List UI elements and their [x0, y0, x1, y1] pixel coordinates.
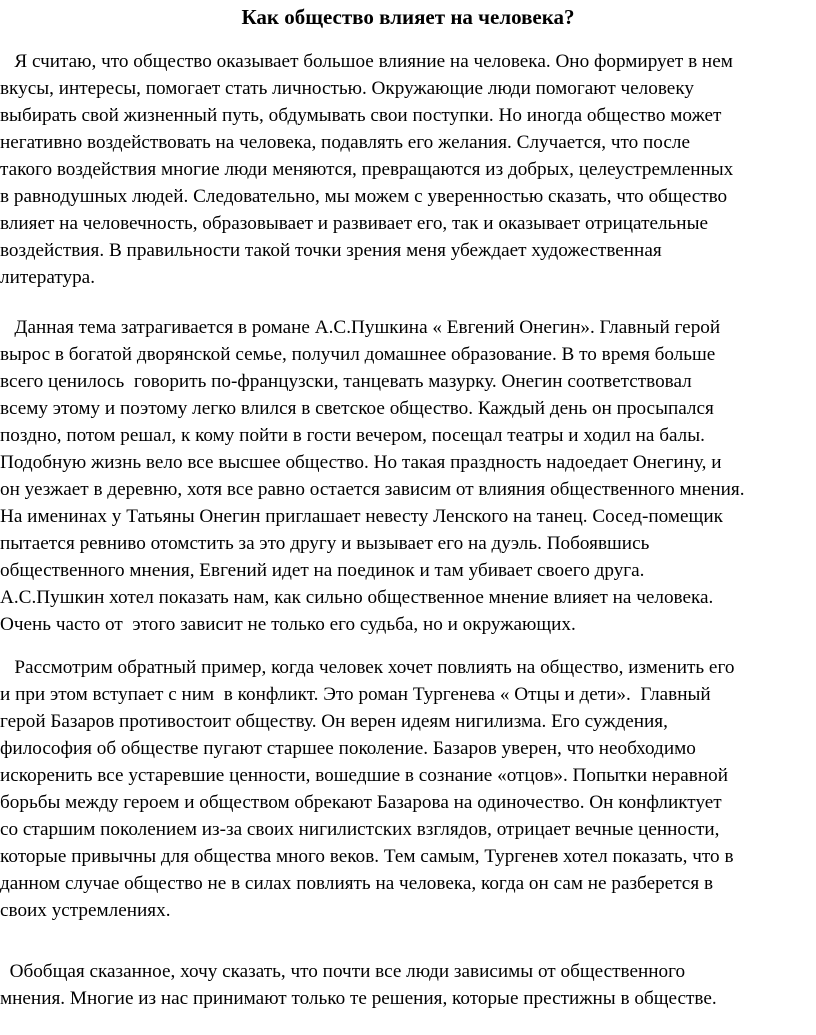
document-title: Как общество влияет на человека? — [241, 5, 575, 29]
paragraph-line: негативно воздействовать на человека, подавлять его желания. Случается, что после — [0, 132, 690, 153]
paragraph-line: литература. — [0, 267, 95, 288]
paragraph-line: герой Базаров противостоит обществу. Он верен идеям нигилизма. Его суждения, — [0, 711, 668, 732]
paragraph-line: вырос в богатой дворянской семье, получил домашнее образование. В то время больше — [0, 344, 716, 365]
paragraph-line: своих устремлениях. — [0, 900, 171, 921]
paragraph-line: борьбы между героем и обществом обрекают Базарова на одиночество. Он конфликтует — [0, 792, 722, 813]
paragraph-line: всему этому и поэтому легко влился в светское общество. Каждый день он просыпался — [0, 398, 714, 419]
paragraph-line: Я считаю, что общество оказывает большое влияние на человека. Оно формирует в нем — [0, 51, 733, 72]
paragraph-line: выбирать свой жизненный путь, обдумывать свои поступки. Но иногда общество может — [0, 105, 722, 126]
paragraph-line: мнения. Многие из нас принимают только те решения, которые престижны в обществе. — [0, 988, 717, 1009]
paragraph-line: Данная тема затрагивается в романе А.С.Пушкина « Евгений Онегин». Главный герой — [0, 317, 721, 338]
paragraph-line: Рассмотрим обратный пример, когда человек хочет повлиять на общество, изменить его — [0, 657, 735, 678]
paragraph-line: влияет на человечность, образовывает и развивает его, так и оказывает отрицательные — [0, 213, 708, 234]
paragraph-line: и при этом вступает с ним в конфликт. Это роман Тургенева « Отцы и дети». Главный — [0, 684, 711, 705]
paragraph-line: Обобщая сказанное, хочу сказать, что почти все люди зависимы от общественного — [0, 961, 686, 982]
paragraph-line: искоренить все устаревшие ценности, вошедшие в сознание «отцов». Попытки неравной — [0, 765, 729, 786]
paragraph-line: поздно, потом решал, к кому пойти в гости вечером, посещал театры и ходил на балы. — [0, 425, 705, 446]
paragraph-line: в равнодушных людей. Следовательно, мы можем с уверенностью сказать, что общество — [0, 186, 728, 207]
paragraph-line: такого воздействия многие люди меняются, превращаются из добрых, целеустремленных — [0, 159, 734, 180]
paragraph-line: вкусы, интересы, помогает стать личностью. Окружающие люди помогают человеку — [0, 78, 694, 99]
paragraph-line: общественного мнения, Евгений идет на поединок и там убивает своего друга. — [0, 560, 645, 581]
paragraph-line: со старшим поколением из-за своих нигилистских взглядов, отрицает вечные ценности, — [0, 819, 720, 840]
paragraph-line: философия об обществе пугают старшее поколение. Базаров уверен, что необходимо — [0, 738, 696, 759]
paragraph-line: он уезжает в деревню, хотя все равно остается зависим от влияния общественного мнения. — [0, 479, 745, 500]
paragraph-line: Очень часто от этого зависит не только его судьба, но и окружающих. — [0, 614, 576, 635]
paragraph-line: воздействия. В правильности такой точки зрения меня убеждает художественная — [0, 240, 662, 261]
paragraph-line: А.С.Пушкин хотел показать нам, как сильно общественное мнение влияет на человека. — [0, 587, 714, 608]
paragraph-line: Подобную жизнь вело все высшее общество. Но такая праздность надоедает Онегину, и — [0, 452, 722, 473]
paragraph-line: всего ценилось говорить по-французски, танцевать мазурку. Онегин соответствовал — [0, 371, 692, 392]
paragraph-line: пытается ревниво отомстить за это другу и вызывает его на дуэль. Побоявшись — [0, 533, 650, 554]
paragraph-line: данном случае общество не в силах повлиять на человека, когда он сам не разберется в — [0, 873, 714, 894]
paragraph-line: которые привычны для общества много веков. Тем самым, Тургенев хотел показать, что в — [0, 846, 734, 867]
paragraph-line: На именинах у Татьяны Онегин приглашает невесту Ленского на танец. Сосед-помещик — [0, 506, 723, 527]
